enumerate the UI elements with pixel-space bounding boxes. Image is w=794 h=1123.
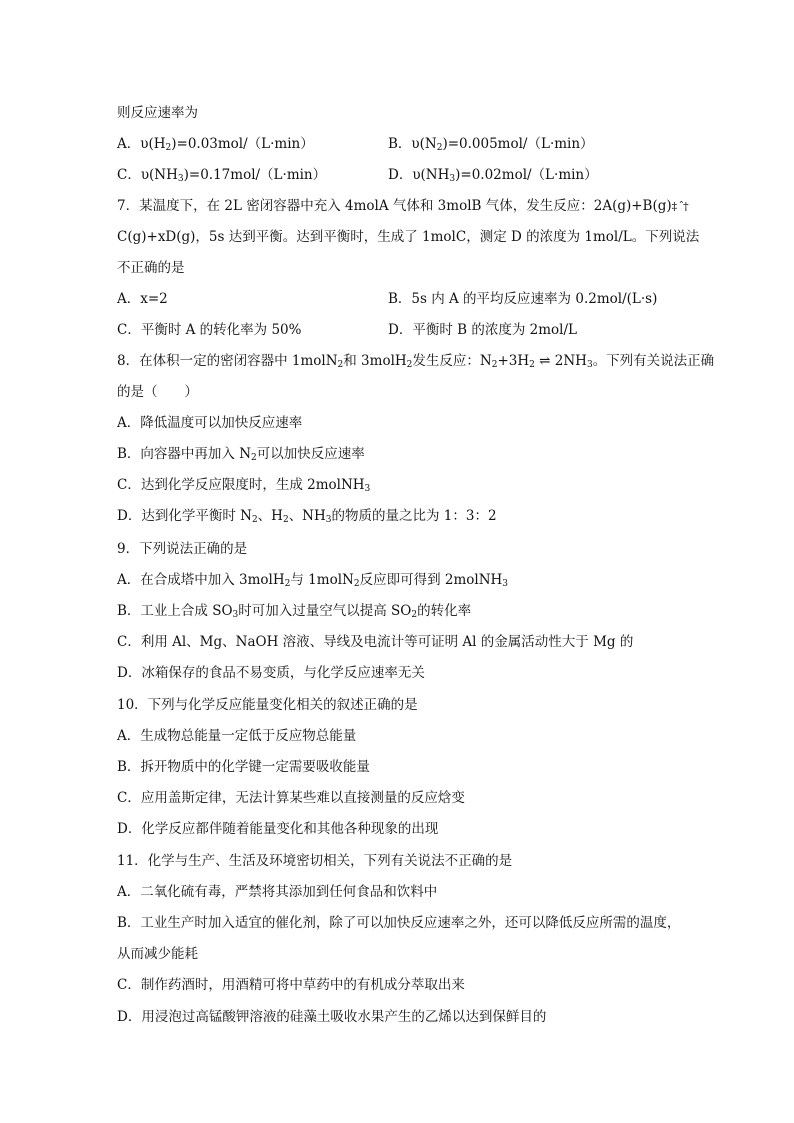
q11-option-b-line2: 从而减少能耗 — [117, 946, 198, 962]
q11-stem: 11．化学与生产、生活及环境密切相关，下列有关说法不正确的是 — [117, 853, 513, 869]
q7-stem-line1: 7．某温度下，在 2L 密闭容器中充入 4molA 气体和 3molB 气体，发生反应：2A(g)+B(g)‡ ˆ† — [117, 198, 688, 214]
q8-option-d: D．达到化学平衡时 $N_2$、$H_2$、$NH_3$的物质的量之比为 1：3：2 — [117, 508, 497, 525]
q6-option-c: C．$\upsilon(NH_3)=0.17mol/(L\cdot\min)$ — [117, 167, 327, 184]
q7-option-d: D．平衡时 B 的浓度为 2mol/L — [388, 322, 577, 338]
equilibrium-mark: ‡ ˆ† — [671, 200, 688, 213]
q9-option-c: C．利用 Al、Mg、NaOH 溶液、导线及电流计等可证明 Al 的金属活动性大于 Mg 的 — [117, 634, 634, 650]
q7-option-c: C．平衡时 A 的转化率为 50% — [117, 322, 302, 338]
q7-option-b: B．5s 内 A 的平均反应速率为 0.2mol/(L·s) — [388, 291, 658, 307]
q9-option-d: D．冰箱保存的食品不易变质，与化学反应速率无关 — [117, 665, 425, 681]
q11-option-c: C．制作药酒时，用酒精可将中草药中的有机成分萃取出来 — [117, 977, 465, 993]
question-intro: 则反应速率为 — [117, 105, 198, 121]
q6-option-a: A．$\upsilon(H_2)=0.03mol/(L\cdot\min)$ — [117, 136, 314, 153]
q6-option-d: D．$\upsilon(NH_3)=0.02mol/(L\cdot\min)$ — [388, 167, 598, 184]
q6-option-b: B．$\upsilon(N_2)=0.005mol/(L\cdot\min)$ — [388, 136, 594, 153]
q8-option-b: B．向容器中再加入 $N_2$可以加快反应速率 — [117, 446, 365, 463]
q7-stem-line3: 不正确的是 — [117, 260, 185, 276]
q10-option-d: D．化学反应都伴随着能量变化和其他各种现象的出现 — [117, 821, 439, 837]
q9-option-a: A．在合成塔中加入 3molH$_2$与 1molN$_2$反应即可得到 2molNH$_3$ — [117, 572, 509, 589]
q11-option-a: A．二氧化硫有毒，严禁将其添加到任何食品和饮料中 — [117, 884, 438, 900]
q8-option-a: A．降低温度可以加快反应速率 — [117, 415, 303, 431]
q8-stem-line1: 8．在体积一定的密闭容器中 1molN$_2$和 3molH$_2$发生反应：$N_2+3H_2$ ⇌ $2NH_3$。下列有关说法正确 — [117, 353, 715, 370]
q10-option-c: C．应用盖斯定律，无法计算某些难以直接测量的反应焓变 — [117, 790, 465, 806]
q9-option-b: B．工业上合成 $SO_3$时可加入过量空气以提高 $SO_2$的转化率 — [117, 603, 472, 620]
q7-option-a: A．x=2 — [117, 291, 168, 307]
q11-option-d: D．用浸泡过高锰酸钾溶液的硅藻土吸收水果产生的乙烯以达到保鲜目的 — [117, 1009, 547, 1025]
q10-option-b: B．拆开物质中的化学键一定需要吸收能量 — [117, 759, 370, 775]
q8-stem-line2: 的是（ ） — [117, 384, 198, 400]
q9-stem: 9．下列说法正确的是 — [117, 541, 248, 557]
q7-stem-line2: C(g)+xD(g)，5s 达到平衡。达到平衡时，生成了 1molC，测定 D 的浓度为 1mol/L。下列说法 — [117, 229, 700, 245]
q10-stem: 10．下列与化学反应能量变化相关的叙述正确的是 — [117, 697, 418, 713]
q8-option-c: C．达到化学反应限度时，生成 2molNH$_3$ — [117, 477, 371, 494]
q11-option-b-line1: B．工业生产时加入适宜的催化剂，除了可以加快反应速率之外，还可以降低反应所需的温度， — [117, 915, 681, 931]
q10-option-a: A．生成物总能量一定低于反应物总能量 — [117, 728, 357, 744]
